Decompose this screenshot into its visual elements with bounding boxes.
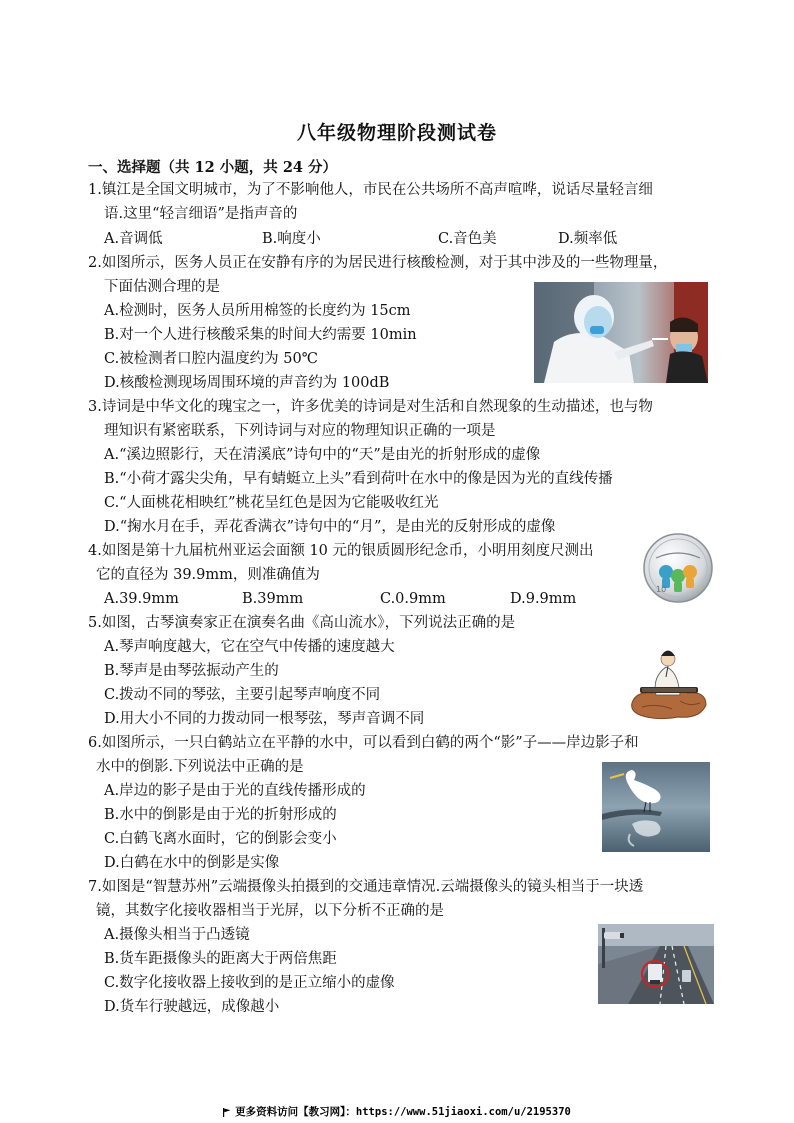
footer-link[interactable] bbox=[0, 1104, 794, 1119]
q6-stem-line2: 水中的倒影.下列说法中正确的是 bbox=[96, 759, 304, 775]
section-heading: 一、选择题（共 12 小题，共 24 分） bbox=[88, 159, 338, 176]
guqin-player-image bbox=[626, 637, 710, 721]
q3-option-a: A.“溪边照影行，天在清溪底”诗句中的“天”是由光的折射形成的虚像 bbox=[104, 447, 541, 463]
q6-option-b: B.水中的倒影是由于光的折射形成的 bbox=[104, 807, 337, 823]
q2-option-b: B.对一个人进行核酸采集的时间大约需要 10min bbox=[104, 327, 417, 343]
q5-option-c: C.拨动不同的琴弦，主要引起琴声响度不同 bbox=[104, 687, 381, 703]
q6-option-a: A.岸边的影子是由于光的直线传播形成的 bbox=[104, 783, 366, 799]
q1-option-a: A.音调低 bbox=[104, 231, 163, 247]
q1-option-d: D.频率低 bbox=[558, 231, 618, 247]
q4-stem-line1: 4.如图是第十九届杭州亚运会面额 10 元的银质圆形纪念币，小明用刻度尺测出 bbox=[88, 543, 594, 559]
q6-stem-line1: 6.如图所示，一只白鹤站立在平静的水中，可以看到白鹤的两个“影”子——岸边影子和 bbox=[88, 735, 639, 751]
q1-option-b: B.响度小 bbox=[262, 231, 321, 247]
q3-stem-line1: 3.诗词是中华文化的瑰宝之一，许多优美的诗词是对生活和自然现象的生动描述，也与物 bbox=[88, 399, 653, 415]
q5-option-a: A.琴声响度越大，它在空气中传播的速度越大 bbox=[104, 639, 395, 655]
q1-option-c: C.音色美 bbox=[438, 231, 497, 247]
q6-option-d: D.白鹤在水中的倒影是实像 bbox=[104, 855, 280, 871]
q3-option-c: C.“人面桃花相映红”桃花呈红色是因为它能吸收红光 bbox=[104, 495, 439, 511]
flag-icon bbox=[223, 1108, 231, 1116]
q3-option-b: B.“小荷才露尖尖角，早有蜻蜓立上头”看到荷叶在水中的像是因为光的直线传播 bbox=[104, 471, 613, 487]
q7-option-c: C.数字化接收器上接收到的是正立缩小的虚像 bbox=[104, 975, 395, 991]
q4-option-c: C.0.9mm bbox=[380, 591, 446, 607]
q3-option-d: D.“掬水月在手，弄花香满衣”诗句中的“月”，是由光的反射形成的虚像 bbox=[104, 519, 556, 535]
q2-option-d: D.核酸检测现场周围环境的声音约为 100dB bbox=[104, 375, 390, 391]
q5-option-b: B.琴声是由琴弦振动产生的 bbox=[104, 663, 279, 679]
q3-stem-line2: 理知识有紧密联系，下列诗词与对应的物理知识正确的一项是 bbox=[104, 423, 496, 439]
q7-option-d: D.货车行驶越远，成像越小 bbox=[104, 999, 280, 1015]
q4-stem-line2: 它的直径为 39.9mm，则准确值为 bbox=[96, 567, 320, 583]
q2-option-c: C.被检测者口腔内温度约为 50℃ bbox=[104, 351, 318, 367]
q4-option-d: D.9.9mm bbox=[510, 591, 577, 607]
q6-option-c: C.白鹤飞离水面时，它的倒影会变小 bbox=[104, 831, 337, 847]
q7-option-b: B.货车距摄像头的距离大于两倍焦距 bbox=[104, 951, 337, 967]
footer-text: 更多资料访问【教习网】：https://www.51jiaoxi.com/u/2195370 bbox=[235, 1106, 571, 1118]
q7-stem-line2: 镜，其数字化接收器相当于光屏，以下分析不正确的是 bbox=[96, 903, 444, 919]
q4-option-a: A.39.9mm bbox=[104, 591, 179, 607]
q7-option-a: A.摄像头相当于凸透镜 bbox=[104, 927, 250, 943]
q2-stem-line2: 下面估测合理的是 bbox=[104, 279, 220, 295]
q5-stem-line1: 5.如图，古琴演奏家正在演奏名曲《高山流水》，下列说法正确的是 bbox=[88, 615, 516, 631]
q2-stem-line1: 2.如图所示，医务人员正在安静有序的为居民进行核酸检测，对于其中涉及的一些物理量， bbox=[88, 255, 668, 271]
q1-stem-line1: 1.镇江是全国文明城市，为了不影响他人，市民在公共场所不高声喧哗，说话尽量轻言细 bbox=[88, 182, 653, 198]
commemorative-coin-image bbox=[642, 532, 714, 604]
q4-option-b: B.39mm bbox=[242, 591, 304, 607]
q5-option-d: D.用大小不同的力拨动同一根琴弦，琴声音调不同 bbox=[104, 711, 425, 727]
q2-option-a: A.检测时，医务人员所用棉签的长度约为 15cm bbox=[104, 303, 411, 319]
svg-text:10: 10 bbox=[656, 585, 667, 594]
covid-test-photo bbox=[534, 282, 708, 383]
egret-photo bbox=[602, 762, 710, 852]
q1-stem-line2: 语.这里“轻言细语”是指声音的 bbox=[104, 206, 298, 222]
traffic-camera-photo bbox=[598, 924, 714, 1004]
page-title: 八年级物理阶段测试卷 bbox=[296, 122, 497, 144]
q7-stem-line1: 7.如图是“智慧苏州”云端摄像头拍摄到的交通违章情况.云端摄像头的镜头相当于一块透 bbox=[88, 879, 644, 895]
